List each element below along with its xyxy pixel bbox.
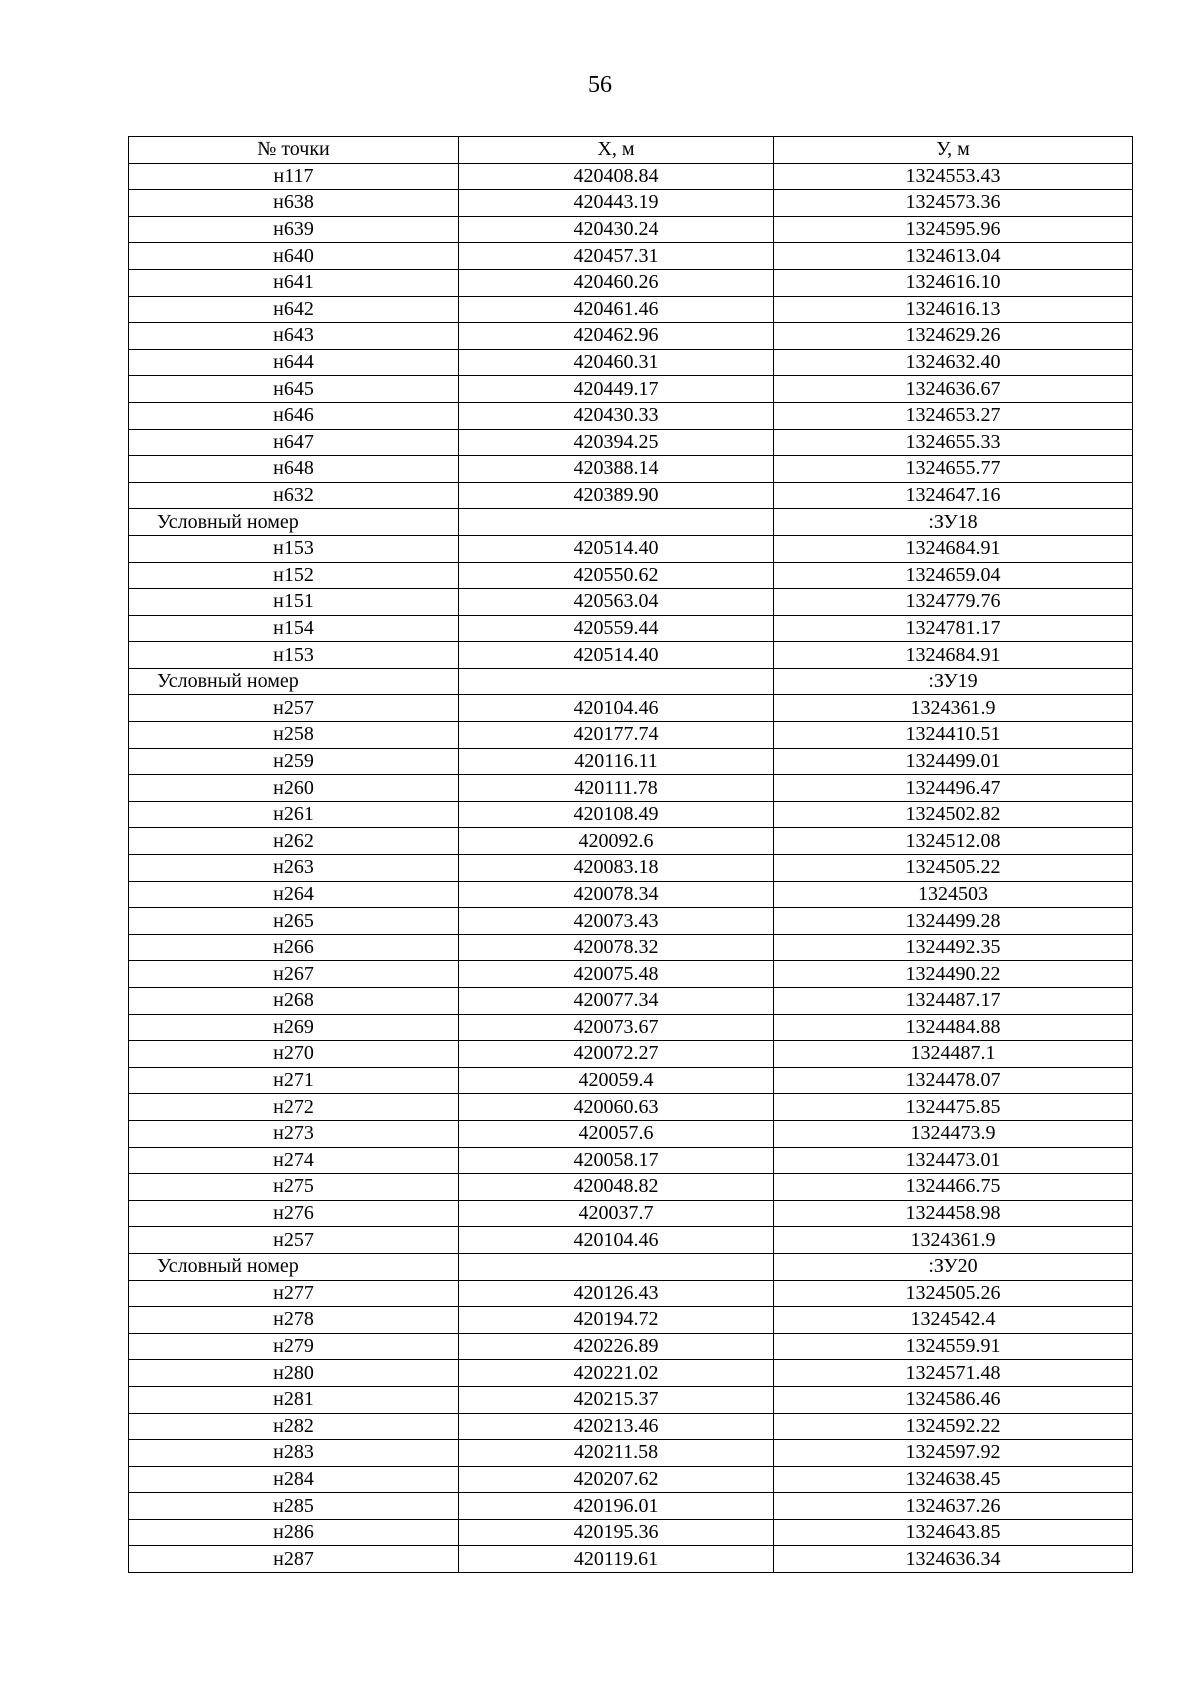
x-coordinate-cell: 420207.62	[459, 1466, 774, 1493]
x-coordinate-cell: 420077.34	[459, 988, 774, 1015]
x-coordinate-cell: 420048.82	[459, 1174, 774, 1201]
y-coordinate-cell: 1324410.51	[774, 722, 1133, 749]
point-number-cell: н151	[129, 589, 459, 616]
y-coordinate-cell: 1324496.47	[774, 775, 1133, 802]
point-number-cell: н268	[129, 988, 459, 1015]
point-number-cell: н153	[129, 642, 459, 669]
point-number-cell: н264	[129, 881, 459, 908]
point-number-cell: н279	[129, 1333, 459, 1360]
y-coordinate-cell: 1324636.67	[774, 376, 1133, 403]
y-coordinate-cell: 1324473.9	[774, 1120, 1133, 1147]
y-coordinate-cell: 1324361.9	[774, 1227, 1133, 1254]
y-coordinate-cell: 1324499.28	[774, 908, 1133, 935]
x-coordinate-cell: 420037.7	[459, 1200, 774, 1227]
point-number-cell: н640	[129, 243, 459, 270]
y-coordinate-cell: 1324475.85	[774, 1094, 1133, 1121]
point-number-cell: н647	[129, 429, 459, 456]
table-row	[129, 1360, 1133, 1387]
table-row	[129, 642, 1133, 669]
table-row	[129, 1253, 1133, 1280]
y-coordinate-cell: 1324647.16	[774, 482, 1133, 509]
table-row	[129, 1466, 1133, 1493]
table-row	[129, 615, 1133, 642]
table-row	[129, 961, 1133, 988]
x-coordinate-cell: 420060.63	[459, 1094, 774, 1121]
x-coordinate-cell: 420073.67	[459, 1014, 774, 1041]
table-row	[129, 801, 1133, 828]
y-coordinate-cell: 1324659.04	[774, 562, 1133, 589]
x-coordinate-cell: 420083.18	[459, 855, 774, 882]
point-number-cell: н275	[129, 1174, 459, 1201]
x-coordinate-cell: 420104.46	[459, 1227, 774, 1254]
point-number-cell: н648	[129, 456, 459, 483]
x-coordinate-cell: 420550.62	[459, 562, 774, 589]
x-coordinate-cell: 420514.40	[459, 642, 774, 669]
x-coordinate-cell: 420078.34	[459, 881, 774, 908]
x-coordinate-cell: 420460.26	[459, 269, 774, 296]
x-coordinate-cell: 420215.37	[459, 1386, 774, 1413]
x-coordinate-cell: 420078.32	[459, 934, 774, 961]
point-number-cell: н643	[129, 323, 459, 350]
table-row	[129, 1440, 1133, 1467]
point-number-cell: н259	[129, 748, 459, 775]
y-coordinate-cell: 1324592.22	[774, 1413, 1133, 1440]
y-coordinate-cell: 1324473.01	[774, 1147, 1133, 1174]
table-row	[129, 1227, 1133, 1254]
point-number-cell: н270	[129, 1041, 459, 1068]
table-row	[129, 190, 1133, 217]
point-number-cell: н257	[129, 1227, 459, 1254]
y-coordinate-cell: 1324487.17	[774, 988, 1133, 1015]
table-row	[129, 668, 1133, 695]
x-coordinate-cell: 420388.14	[459, 456, 774, 483]
y-coordinate-cell: 1324655.77	[774, 456, 1133, 483]
x-coordinate-cell: 420195.36	[459, 1519, 774, 1546]
table-row	[129, 1014, 1133, 1041]
x-coordinate-cell: 420196.01	[459, 1493, 774, 1520]
point-number-cell: Условный номер	[129, 668, 459, 695]
y-coordinate-cell: 1324553.43	[774, 163, 1133, 190]
table-row	[129, 269, 1133, 296]
point-number-cell: н269	[129, 1014, 459, 1041]
point-number-cell: н642	[129, 296, 459, 323]
y-coordinate-cell: 1324655.33	[774, 429, 1133, 456]
table-row	[129, 934, 1133, 961]
table-row	[129, 1546, 1133, 1573]
table-row	[129, 535, 1133, 562]
table-row	[129, 1386, 1133, 1413]
x-coordinate-cell	[459, 668, 774, 695]
point-number-cell: н638	[129, 190, 459, 217]
y-coordinate-cell: 1324512.08	[774, 828, 1133, 855]
x-coordinate-cell: 420111.78	[459, 775, 774, 802]
x-coordinate-cell: 420514.40	[459, 535, 774, 562]
table-row	[129, 216, 1133, 243]
y-coordinate-cell: 1324781.17	[774, 615, 1133, 642]
point-number-cell: н280	[129, 1360, 459, 1387]
x-coordinate-cell: 420449.17	[459, 376, 774, 403]
point-number-cell: н644	[129, 349, 459, 376]
point-number-cell: н277	[129, 1280, 459, 1307]
x-coordinate-cell: 420443.19	[459, 190, 774, 217]
y-coordinate-cell: 1324637.26	[774, 1493, 1133, 1520]
table-row	[129, 163, 1133, 190]
table-row	[129, 1200, 1133, 1227]
table-row	[129, 1120, 1133, 1147]
y-coordinate-cell: 1324571.48	[774, 1360, 1133, 1387]
x-coordinate-cell: 420108.49	[459, 801, 774, 828]
point-number-cell: н261	[129, 801, 459, 828]
table-row	[129, 429, 1133, 456]
point-number-cell: Условный номер	[129, 1253, 459, 1280]
x-coordinate-cell: 420461.46	[459, 296, 774, 323]
coordinates-table	[128, 136, 1133, 1573]
y-coordinate-cell: 1324779.76	[774, 589, 1133, 616]
table-row	[129, 562, 1133, 589]
point-number-cell: н282	[129, 1413, 459, 1440]
table-row	[129, 323, 1133, 350]
x-coordinate-cell: 420119.61	[459, 1546, 774, 1573]
table-row	[129, 296, 1133, 323]
table-row	[129, 376, 1133, 403]
point-number-cell: н271	[129, 1067, 459, 1094]
y-coordinate-cell: 1324616.13	[774, 296, 1133, 323]
x-coordinate-cell: 420430.24	[459, 216, 774, 243]
x-coordinate-cell: 420092.6	[459, 828, 774, 855]
point-number-cell: н154	[129, 615, 459, 642]
header-point-number: № точки	[129, 137, 459, 164]
y-coordinate-cell: 1324503	[774, 881, 1133, 908]
point-number-cell: н632	[129, 482, 459, 509]
header-y: У, м	[774, 137, 1133, 164]
point-number-cell: н267	[129, 961, 459, 988]
y-coordinate-cell: 1324466.75	[774, 1174, 1133, 1201]
table-row	[129, 1519, 1133, 1546]
x-coordinate-cell: 420177.74	[459, 722, 774, 749]
x-coordinate-cell: 420057.6	[459, 1120, 774, 1147]
x-coordinate-cell: 420194.72	[459, 1307, 774, 1334]
y-coordinate-cell: 1324502.82	[774, 801, 1133, 828]
table-row	[129, 456, 1133, 483]
y-coordinate-cell: 1324499.01	[774, 748, 1133, 775]
x-coordinate-cell: 420430.33	[459, 402, 774, 429]
table-header-row	[129, 137, 1133, 164]
table-row	[129, 748, 1133, 775]
point-number-cell: н260	[129, 775, 459, 802]
x-coordinate-cell: 420116.11	[459, 748, 774, 775]
point-number-cell: н639	[129, 216, 459, 243]
y-coordinate-cell: 1324616.10	[774, 269, 1133, 296]
table-row	[129, 1493, 1133, 1520]
point-number-cell: н257	[129, 695, 459, 722]
point-number-cell: н641	[129, 269, 459, 296]
point-number-cell: н278	[129, 1307, 459, 1334]
y-coordinate-cell: 1324487.1	[774, 1041, 1133, 1068]
y-coordinate-cell: 1324492.35	[774, 934, 1133, 961]
table-row	[129, 1067, 1133, 1094]
y-coordinate-cell: 1324597.92	[774, 1440, 1133, 1467]
table-row	[129, 722, 1133, 749]
y-coordinate-cell: 1324636.34	[774, 1546, 1133, 1573]
header-x: Х, м	[459, 137, 774, 164]
x-coordinate-cell: 420559.44	[459, 615, 774, 642]
table-row	[129, 855, 1133, 882]
point-number-cell: н645	[129, 376, 459, 403]
table-row	[129, 1307, 1133, 1334]
point-number-cell: н286	[129, 1519, 459, 1546]
y-coordinate-cell: :ЗУ20	[774, 1253, 1133, 1280]
x-coordinate-cell: 420058.17	[459, 1147, 774, 1174]
x-coordinate-cell	[459, 1253, 774, 1280]
table-row	[129, 482, 1133, 509]
table-row	[129, 1041, 1133, 1068]
y-coordinate-cell: 1324361.9	[774, 695, 1133, 722]
x-coordinate-cell: 420394.25	[459, 429, 774, 456]
point-number-cell: н152	[129, 562, 459, 589]
point-number-cell: н272	[129, 1094, 459, 1121]
x-coordinate-cell: 420126.43	[459, 1280, 774, 1307]
table-row	[129, 1174, 1133, 1201]
point-number-cell: н284	[129, 1466, 459, 1493]
table-row	[129, 243, 1133, 270]
y-coordinate-cell: :ЗУ19	[774, 668, 1133, 695]
table-row	[129, 828, 1133, 855]
point-number-cell: н273	[129, 1120, 459, 1147]
x-coordinate-cell: 420226.89	[459, 1333, 774, 1360]
point-number-cell: н285	[129, 1493, 459, 1520]
point-number-cell: н646	[129, 402, 459, 429]
table-row	[129, 1413, 1133, 1440]
x-coordinate-cell: 420072.27	[459, 1041, 774, 1068]
x-coordinate-cell: 420563.04	[459, 589, 774, 616]
x-coordinate-cell: 420104.46	[459, 695, 774, 722]
point-number-cell: н287	[129, 1546, 459, 1573]
x-coordinate-cell: 420408.84	[459, 163, 774, 190]
page-number: 56	[588, 72, 612, 98]
x-coordinate-cell: 420462.96	[459, 323, 774, 350]
x-coordinate-cell	[459, 509, 774, 536]
y-coordinate-cell: 1324684.91	[774, 642, 1133, 669]
x-coordinate-cell: 420213.46	[459, 1413, 774, 1440]
point-number-cell: Условный номер	[129, 509, 459, 536]
y-coordinate-cell: 1324505.22	[774, 855, 1133, 882]
point-number-cell: н153	[129, 535, 459, 562]
x-coordinate-cell: 420059.4	[459, 1067, 774, 1094]
y-coordinate-cell: 1324629.26	[774, 323, 1133, 350]
point-number-cell: н258	[129, 722, 459, 749]
y-coordinate-cell: 1324638.45	[774, 1466, 1133, 1493]
y-coordinate-cell: 1324613.04	[774, 243, 1133, 270]
table-row	[129, 1333, 1133, 1360]
point-number-cell: н274	[129, 1147, 459, 1174]
y-coordinate-cell: 1324490.22	[774, 961, 1133, 988]
x-coordinate-cell: 420457.31	[459, 243, 774, 270]
y-coordinate-cell: :ЗУ18	[774, 509, 1133, 536]
y-coordinate-cell: 1324478.07	[774, 1067, 1133, 1094]
table-row	[129, 1147, 1133, 1174]
table-row	[129, 402, 1133, 429]
y-coordinate-cell: 1324484.88	[774, 1014, 1133, 1041]
table-row	[129, 1094, 1133, 1121]
table-row	[129, 1280, 1133, 1307]
y-coordinate-cell: 1324559.91	[774, 1333, 1133, 1360]
table-row	[129, 509, 1133, 536]
y-coordinate-cell: 1324632.40	[774, 349, 1133, 376]
y-coordinate-cell: 1324458.98	[774, 1200, 1133, 1227]
x-coordinate-cell: 420211.58	[459, 1440, 774, 1467]
point-number-cell: н281	[129, 1386, 459, 1413]
y-coordinate-cell: 1324684.91	[774, 535, 1133, 562]
point-number-cell: н262	[129, 828, 459, 855]
point-number-cell: н283	[129, 1440, 459, 1467]
y-coordinate-cell: 1324573.36	[774, 190, 1133, 217]
table-row	[129, 349, 1133, 376]
point-number-cell: н263	[129, 855, 459, 882]
table-row	[129, 908, 1133, 935]
point-number-cell: н276	[129, 1200, 459, 1227]
x-coordinate-cell: 420075.48	[459, 961, 774, 988]
point-number-cell: н117	[129, 163, 459, 190]
x-coordinate-cell: 420389.90	[459, 482, 774, 509]
y-coordinate-cell: 1324505.26	[774, 1280, 1133, 1307]
table-row	[129, 695, 1133, 722]
x-coordinate-cell: 420073.43	[459, 908, 774, 935]
y-coordinate-cell: 1324542.4	[774, 1307, 1133, 1334]
y-coordinate-cell: 1324595.96	[774, 216, 1133, 243]
point-number-cell: н265	[129, 908, 459, 935]
x-coordinate-cell: 420460.31	[459, 349, 774, 376]
table-row	[129, 881, 1133, 908]
table-row	[129, 775, 1133, 802]
x-coordinate-cell: 420221.02	[459, 1360, 774, 1387]
table-body	[129, 163, 1133, 1572]
table-row	[129, 988, 1133, 1015]
table-row	[129, 589, 1133, 616]
point-number-cell: н266	[129, 934, 459, 961]
y-coordinate-cell: 1324643.85	[774, 1519, 1133, 1546]
y-coordinate-cell: 1324653.27	[774, 402, 1133, 429]
y-coordinate-cell: 1324586.46	[774, 1386, 1133, 1413]
